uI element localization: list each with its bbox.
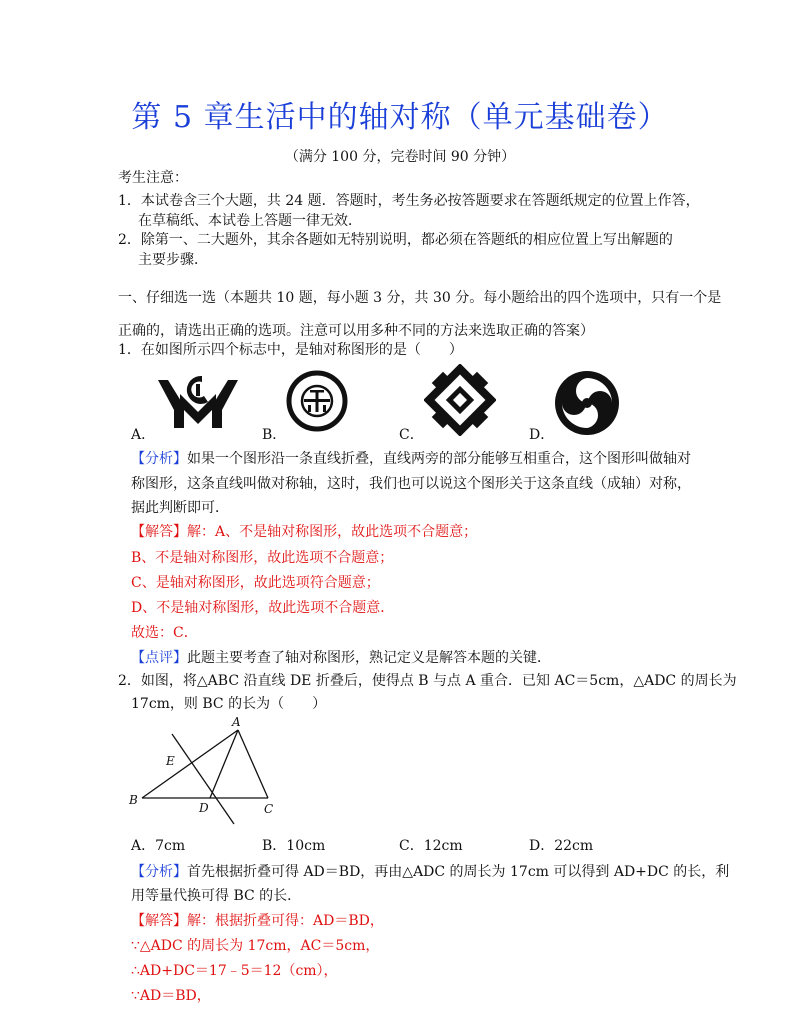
q1-analysis (131, 449, 691, 469)
q1-answer-d: D、不是轴对称图形，故此选项不合题意． (131, 600, 395, 616)
q2-option-a: A．7cm (131, 838, 186, 854)
point-c-label: C (264, 802, 274, 816)
q2-option-d: D．22cm (529, 838, 594, 854)
q2-answer-2: ∵△ADC 的周长为 17cm，AC＝5cm， (131, 938, 380, 954)
side-ac (238, 730, 268, 798)
logo-b-icon (286, 370, 348, 432)
analysis-text: 如果一个图形沿一条直线折叠，直线两旁的部分能够互相重合，这个图形叫做轴对 (187, 451, 691, 467)
q1-choice: 故选：C． (131, 625, 198, 641)
analysis-text: 首先根据折叠可得 AD＝BD，再由△ADC 的周长为 17cm 可以得到 AD+DC 的长，利 (187, 864, 730, 880)
analysis-tag: 【分析】 (131, 864, 187, 880)
q2-analysis-cont: 用等量代换可得 BC 的长． (131, 888, 302, 904)
notice-item-2: 2．除第一、二大题外，其余各题如无特别说明，都必须在答题纸的相应位置上写出解题的 (118, 232, 673, 248)
point-e-label: E (166, 754, 175, 768)
q2-analysis (131, 862, 729, 882)
point-a-label: A (232, 715, 241, 729)
page-title: 第 5 章生活中的轴对称（单元基础卷） (131, 100, 669, 135)
q2-answer-4: ∵AD＝BD， (131, 988, 211, 1004)
notice-item-1-cont: 在草稿纸、本试卷上答题一律无效． (138, 213, 362, 229)
comment-text: 此题主要考查了轴对称图形，熟记定义是解答本题的关键． (187, 650, 551, 666)
point-d-label: D (199, 801, 209, 815)
q2-answer (131, 911, 384, 931)
question-2-stem: 2．如图，将△ABC 沿直线 DE 折叠后，使得点 B 与点 A 重合．已知 AC＝5cm，△ADC 的周长为 (118, 673, 737, 689)
logo-d-icon (554, 370, 620, 436)
section-heading: 一、仔细选一选（本题共 10 题，每小题 3 分，共 30 分。每小题给出的四个选项中，只有一个是 (118, 290, 722, 306)
q2-option-b: B．10cm (262, 838, 326, 854)
point-b-label: B (129, 793, 138, 807)
notice-heading: 考生注意： (118, 170, 188, 186)
notice-item-2-cont: 主要步骤． (138, 252, 208, 268)
answer-tag: 【解答】 (131, 913, 187, 929)
triangle-figure (126, 712, 286, 827)
page-subtitle: （满分 100 分，完卷时间 90 分钟） (284, 149, 516, 165)
answer-tag: 【解答】 (131, 524, 187, 540)
q1-answer-b: B、不是轴对称图形，故此选项不合题意； (131, 550, 394, 566)
q1-analysis-cont-2: 据此判断即可． (131, 500, 229, 516)
q1-analysis-cont-1: 称图形，这条直线叫做对称轴，这时，我们也可以说这个图形关于这条直线（成轴）对称， (131, 476, 691, 492)
q2-answer-3: ∴AD+DC＝17﹣5＝12（cm）， (131, 963, 338, 979)
q2-option-c: C．12cm (399, 838, 463, 854)
notice-item-1: 1．本试卷含三个大题，共 24 题．答题时，考生务必按答题要求在答题纸规定的位置上作答， (118, 193, 700, 209)
analysis-tag: 【分析】 (131, 451, 187, 467)
question-1-stem: 1．在如图所示四个标志中，是轴对称图形的是（ ） (118, 342, 463, 358)
q1-option-c: C． (399, 427, 424, 443)
answer-text: 解：A、不是轴对称图形，故此选项不合题意； (187, 524, 478, 540)
q1-comment (131, 648, 551, 668)
question-2-stem-cont: 17cm，则 BC 的长为（ ） (131, 696, 327, 712)
section-heading-cont: 正确的，请选出正确的选项。注意可以用多种不同的方法来选取正确的答案） (118, 323, 594, 339)
comment-tag: 【点评】 (131, 650, 187, 666)
logo-a-icon (158, 372, 238, 428)
logo-c-icon (424, 364, 496, 436)
q1-answer (131, 522, 477, 542)
answer-text: 解：根据折叠可得：AD＝BD， (187, 913, 384, 929)
q1-option-d: D． (529, 427, 555, 443)
q1-option-a: A． (131, 427, 156, 443)
q1-answer-c: C、是轴对称图形，故此选项符合题意； (131, 575, 380, 591)
q1-option-b: B． (262, 427, 287, 443)
